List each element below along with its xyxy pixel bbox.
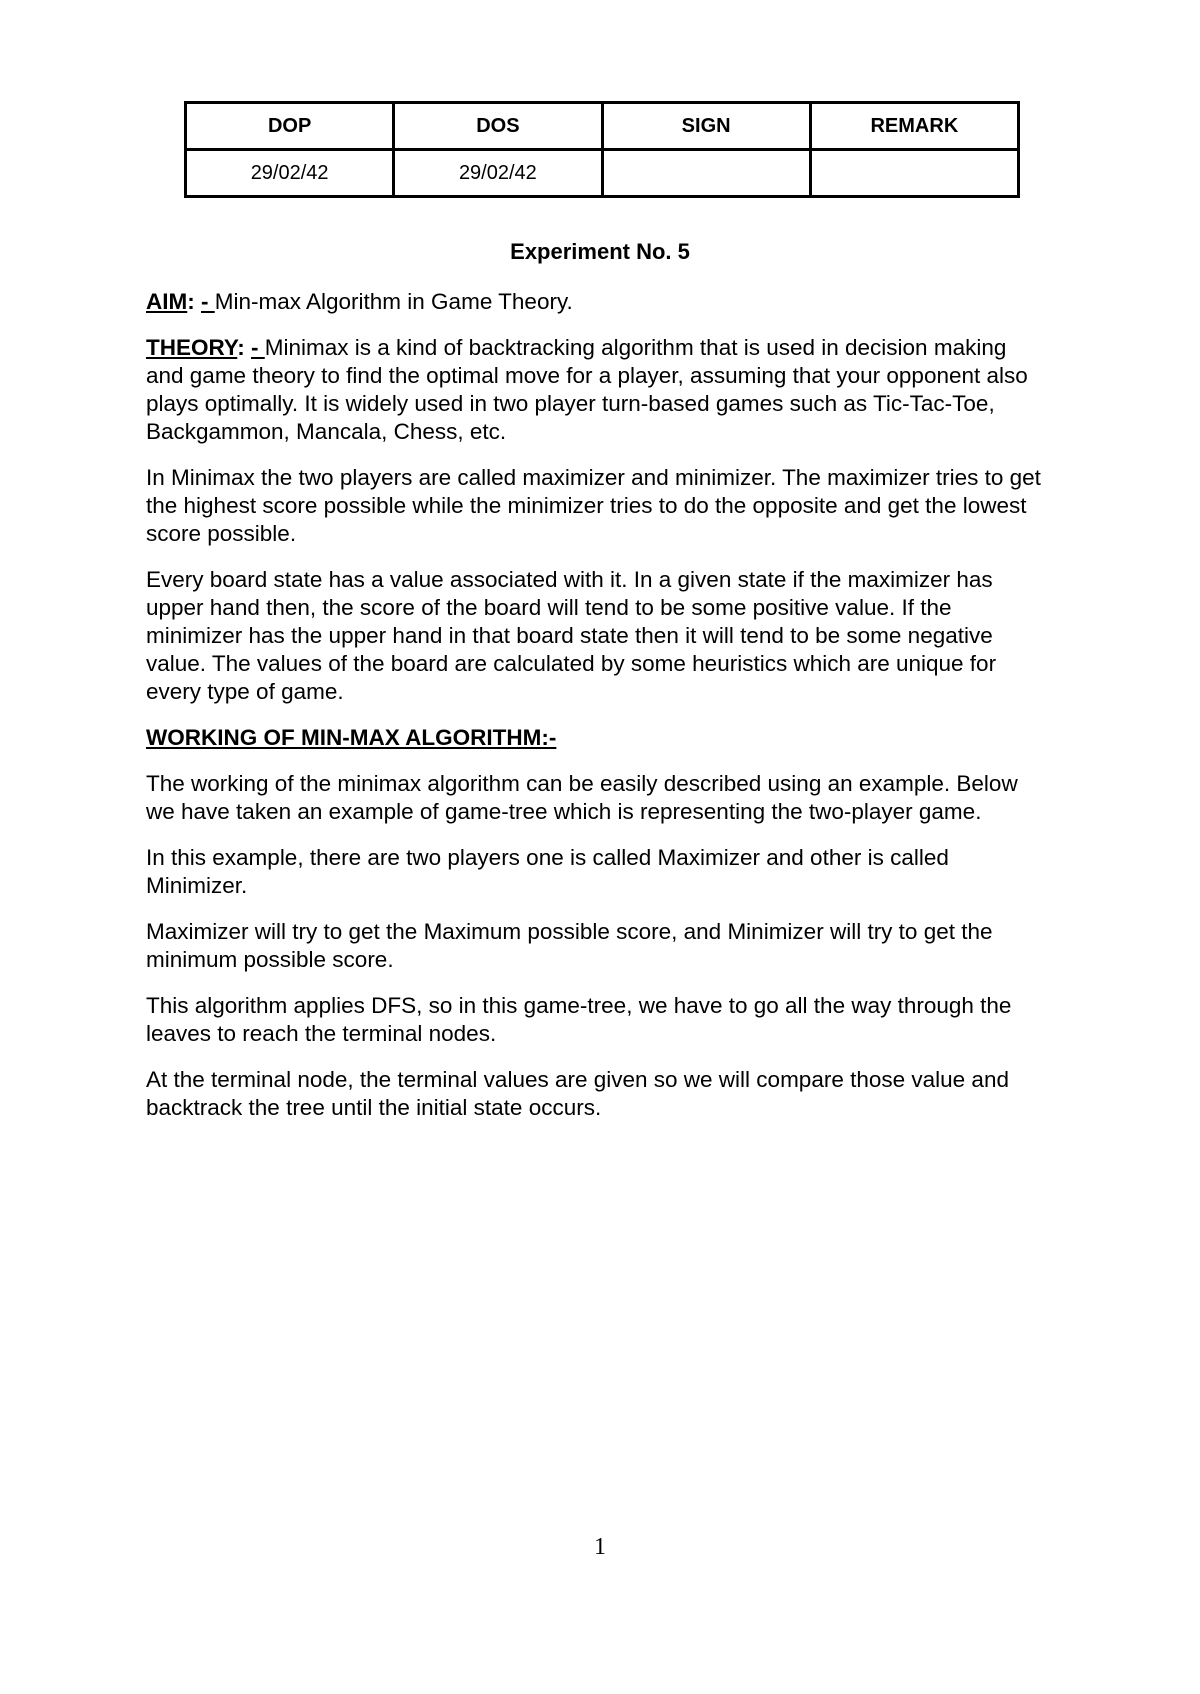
record-table-row	[186, 150, 1019, 197]
working-paragraph-players: In this example, there are two players one is called Maximizer and other is called Minimizer.	[146, 845, 949, 898]
document-body	[146, 238, 1046, 1140]
theory-paragraph-maximizer: In Minimax the two players are called maximizer and minimizer. The maximizer tries to get the highest score possible while the minimizer tries to do the opposite and get the lowest score possible.	[146, 465, 1041, 546]
aim-paragraph	[146, 288, 1046, 316]
cell-remark	[810, 150, 1018, 197]
theory-separator: -	[251, 335, 265, 360]
experiment-title: Experiment No. 5	[510, 239, 690, 264]
theory-paragraph	[146, 334, 1046, 446]
header-dop: DOP	[186, 103, 394, 150]
header-dos: DOS	[394, 103, 602, 150]
cell-sign	[602, 150, 810, 197]
aim-label-wrap	[146, 289, 215, 314]
working-paragraph-example: The working of the minimax algorithm can be easily described using an example. Below we have taken an example of game-tree which is representing the two-player game.	[146, 771, 1018, 824]
aim-label: AIM	[146, 289, 188, 314]
aim-colon: :	[187, 289, 201, 314]
working-paragraph-terminal: At the terminal node, the terminal values are given so we will compare those value and backtrack the tree until the initial state occurs.	[146, 1067, 1009, 1120]
theory-paragraph-board-state: Every board state has a value associated with it. In a given state if the maximizer has upper hand then, the score of the board will tend to be some positive value. If the minimizer has the upper hand in that board state then it will tend to be some negative value. The values of the board are calculated by some heuristics which are unique for every type of game.	[146, 567, 997, 704]
theory-label-wrap	[146, 335, 265, 360]
cell-dos: 29/02/42	[394, 150, 602, 197]
header-remark: REMARK	[810, 103, 1018, 150]
record-table-header-row	[186, 103, 1019, 150]
working-heading: WORKING OF MIN-MAX ALGORITHM:-	[146, 725, 557, 750]
cell-dop: 29/02/42	[186, 150, 394, 197]
theory-text: Minimax is a kind of backtracking algorithm that is used in decision making and game theory to find the optimal move for a player, assuming that your opponent also plays optimally. It is widely used in two player turn-based games such as Tic-Tac-Toe, Backgammon, Mancala, Chess, etc.	[146, 335, 1028, 444]
theory-label: THEORY	[146, 335, 238, 360]
page-number: 1	[594, 1534, 606, 1560]
working-paragraph-dfs: This algorithm applies DFS, so in this game-tree, we have to go all the way through the leaves to reach the terminal nodes.	[146, 993, 1012, 1046]
aim-separator: -	[201, 289, 215, 314]
working-paragraph-scores: Maximizer will try to get the Maximum possible score, and Minimizer will try to get the minimum possible score.	[146, 919, 993, 972]
theory-colon: :	[237, 335, 252, 360]
header-sign: SIGN	[602, 103, 810, 150]
record-table	[184, 101, 1020, 198]
aim-text: Min-max Algorithm in Game Theory.	[214, 289, 573, 314]
